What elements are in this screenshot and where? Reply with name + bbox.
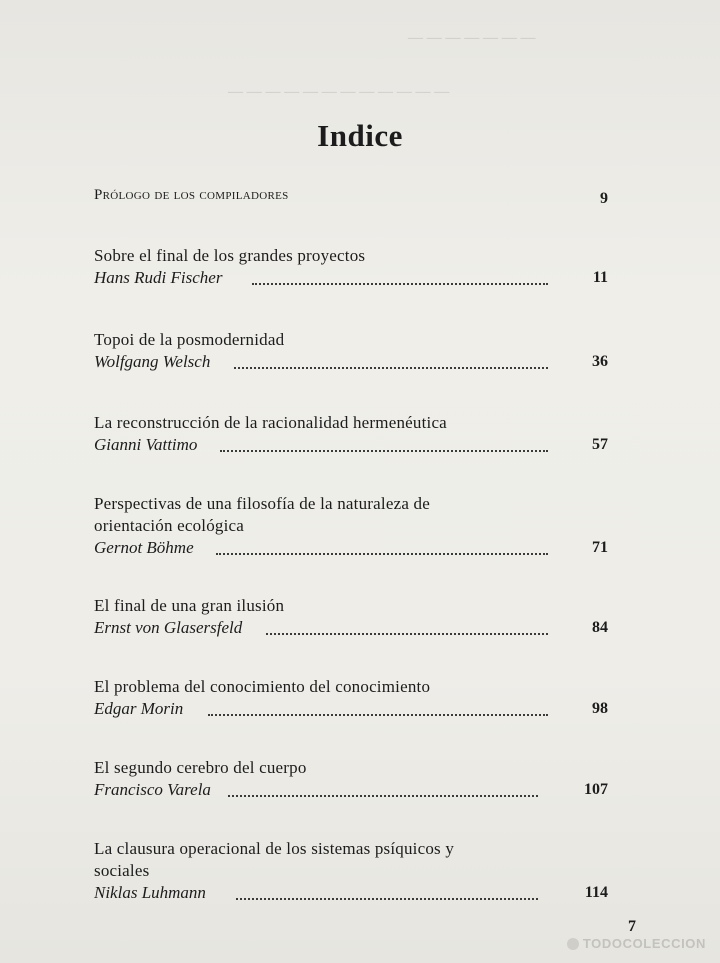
watermark-logo-icon — [567, 938, 579, 950]
entry-author: Hans Rudi Fischer — [94, 268, 223, 287]
watermark-text: TODOCOLECCION — [582, 936, 706, 951]
prologue-label: Prólogo de los compiladores — [94, 187, 289, 203]
dot-leader — [234, 367, 548, 369]
toc-entry — [94, 595, 614, 641]
entry-title: La reconstrucción de la racionalidad hermenéutica — [94, 413, 447, 432]
toc-prologue — [94, 187, 614, 211]
entry-title: El final de una gran ilusión — [94, 596, 285, 615]
entry-author: Ernst von Glasersfeld — [94, 618, 243, 637]
dot-leader — [252, 283, 548, 285]
entry-author: Niklas Luhmann — [94, 883, 206, 902]
entry-title: Perspectivas de una filosofía de la naturaleza de — [94, 494, 430, 513]
entry-page-number: 114 — [584, 884, 608, 901]
entry-author: Gernot Böhme — [94, 538, 194, 557]
toc-entry — [94, 412, 614, 458]
entry-title: La clausura operacional de los sistemas psíquicos y — [94, 839, 455, 858]
entry-author: Wolfgang Welsch — [94, 352, 211, 371]
watermark — [567, 936, 706, 951]
dot-leader — [236, 898, 538, 900]
entry-title-continued: orientación ecológica — [94, 516, 245, 535]
show-through-text: — — — — — — — — [408, 30, 536, 46]
entry-title: Sobre el final de los grandes proyectos — [94, 246, 366, 265]
entry-page-number: 107 — [584, 781, 608, 798]
page-number: 7 — [628, 918, 636, 935]
prologue-page-number: 9 — [600, 190, 608, 207]
toc-entry — [94, 329, 614, 375]
toc-entry — [94, 493, 614, 561]
dot-leader — [228, 795, 538, 797]
entry-page-number: 84 — [592, 619, 608, 636]
page-title: Indice — [317, 118, 403, 153]
dot-leader — [220, 450, 548, 452]
entry-page-number: 11 — [592, 269, 608, 286]
entry-title: Topoi de la posmodernidad — [94, 330, 285, 349]
dot-leader — [208, 714, 548, 716]
dot-leader — [216, 553, 548, 555]
dot-leader — [266, 633, 548, 635]
entry-page-number: 36 — [592, 353, 608, 370]
entry-page-number: 98 — [592, 700, 608, 717]
entry-author: Edgar Morin — [94, 699, 184, 718]
entry-page-number: 71 — [592, 539, 608, 556]
toc-entry — [94, 757, 614, 803]
entry-title: El problema del conocimiento del conocimiento — [94, 677, 431, 696]
entry-title-continued: sociales — [94, 861, 150, 880]
entry-author: Francisco Varela — [94, 780, 211, 799]
entry-title: El segundo cerebro del cuerpo — [94, 758, 307, 777]
entry-page-number: 57 — [592, 436, 608, 453]
toc-entry — [94, 838, 614, 906]
toc-entry — [94, 676, 614, 722]
show-through-text: — — — — — — — — — — — — — [228, 84, 450, 100]
entry-author: Gianni Vattimo — [94, 435, 198, 454]
toc-entry — [94, 245, 614, 291]
